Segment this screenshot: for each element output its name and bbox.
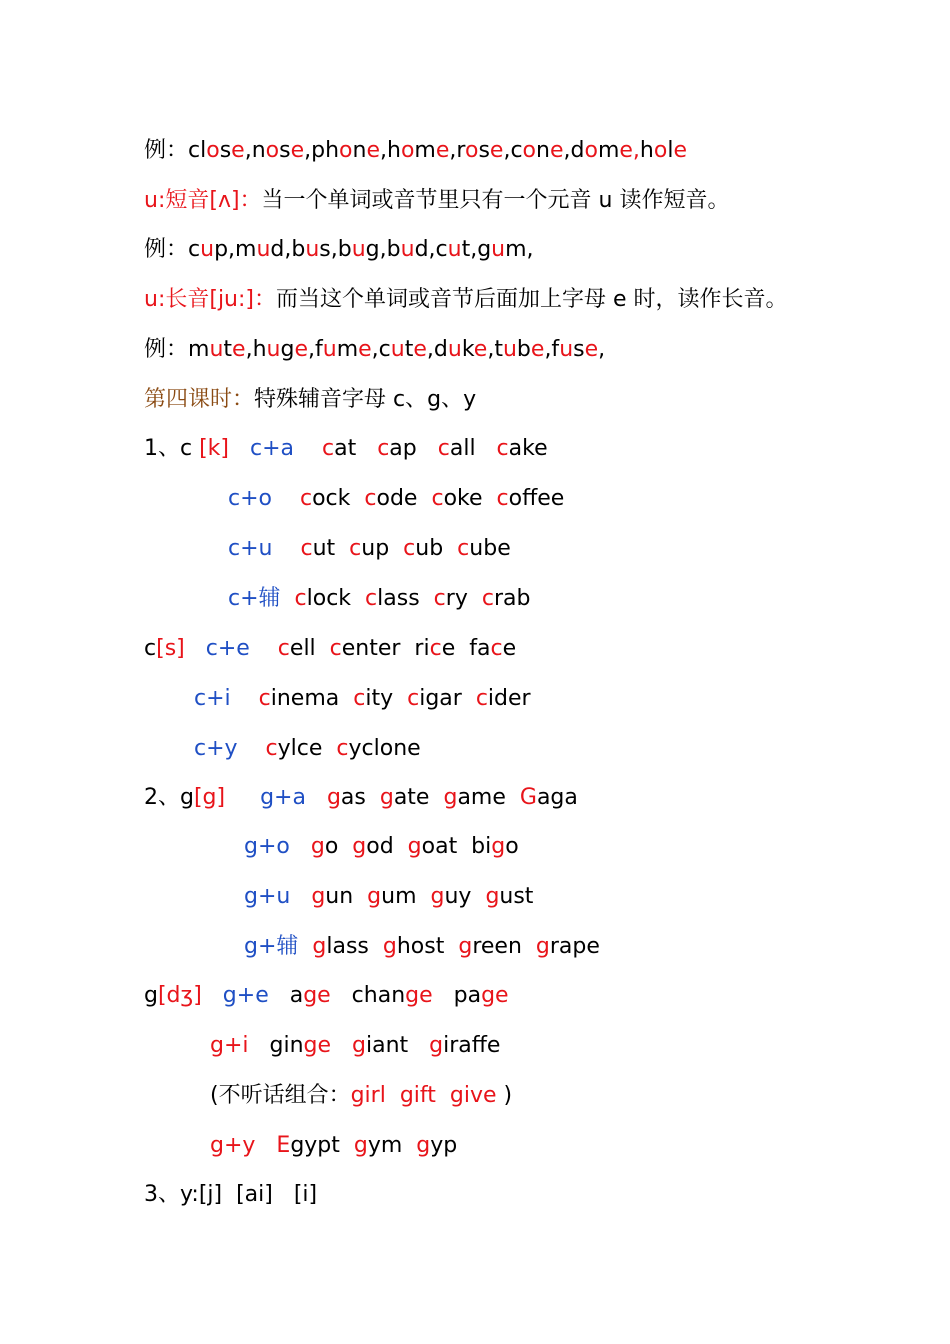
- text-run: g: [535, 934, 550, 959]
- text-run: chan: [330, 983, 406, 1008]
- text-run: b: [516, 337, 531, 362]
- text-run: o: [505, 834, 519, 859]
- text-run: ge: [303, 1033, 332, 1058]
- text-run: c: [496, 436, 509, 461]
- text-run: u:短音[ʌ]：: [144, 188, 262, 213]
- text-line-u-short-example: [144, 235, 534, 265]
- text-line-c-s-ce: [144, 634, 516, 664]
- text-run: um: [381, 884, 431, 909]
- text-run: c+y: [194, 736, 238, 761]
- text-run: c: [144, 636, 157, 661]
- text-run: (不听话组合：: [210, 1083, 351, 1108]
- text-run: u: [200, 237, 215, 262]
- text-run: c+a: [249, 436, 294, 461]
- text-run: ut: [312, 536, 350, 561]
- text-run: gypt: [290, 1133, 354, 1158]
- text-run: [306, 785, 327, 810]
- text-run: o: [339, 138, 353, 163]
- text-run: ,t: [487, 337, 503, 362]
- text-run: g+i: [210, 1033, 249, 1058]
- text-run: u: [305, 237, 320, 262]
- text-run: c: [377, 436, 390, 461]
- text-run: m: [336, 337, 359, 362]
- text-line-c-k-cu: [228, 534, 511, 564]
- text-run: o: [265, 138, 280, 163]
- text-run: t: [404, 337, 414, 362]
- text-line-g-dz-gi: [210, 1031, 500, 1061]
- text-run: g: [429, 1033, 444, 1058]
- text-line-c-k-cons: [228, 584, 530, 614]
- text-run: ry: [445, 586, 482, 611]
- text-run: c: [321, 436, 335, 461]
- text-run: s: [478, 138, 490, 163]
- text-run: g: [379, 785, 394, 810]
- text-run: lass: [326, 934, 383, 959]
- text-run: 3、y:[j] [ai] [i]: [144, 1182, 318, 1207]
- text-run: [238, 736, 266, 761]
- text-run: c: [300, 536, 313, 561]
- text-run: g+e: [222, 983, 269, 1008]
- text-run: rape: [549, 934, 600, 959]
- text-run: g: [430, 884, 445, 909]
- text-run: e: [549, 138, 564, 163]
- text-run: c: [364, 486, 377, 511]
- text-run: g: [311, 884, 326, 909]
- text-run: ub: [415, 536, 458, 561]
- text-run: o: [522, 138, 537, 163]
- text-run: e: [232, 337, 246, 362]
- text-run: m: [414, 138, 436, 163]
- text-line-g-g-go: [244, 832, 519, 862]
- text-run: at: [334, 436, 378, 461]
- text-run: ,f: [307, 337, 323, 362]
- text-run: [294, 436, 322, 461]
- text-line-g-g-cons: [244, 932, 600, 962]
- text-run: ,r: [449, 138, 465, 163]
- text-run: pa: [432, 983, 482, 1008]
- text-run: g: [144, 983, 158, 1008]
- text-run: g+a: [260, 785, 306, 810]
- text-run: ode: [376, 486, 432, 511]
- text-run: g+o: [244, 834, 290, 859]
- text-run: e fa: [441, 636, 491, 661]
- text-run: [272, 486, 300, 511]
- text-run: 第四课时：: [144, 387, 255, 412]
- text-run: od: [366, 834, 408, 859]
- text-run: oat bi: [421, 834, 492, 859]
- text-line-lesson-four-heading: [144, 385, 476, 415]
- text-run: E: [276, 1133, 291, 1158]
- text-run: s,b: [319, 237, 352, 262]
- text-run: o: [206, 138, 220, 163]
- text-run: g: [352, 1033, 366, 1058]
- text-run: u: [266, 337, 281, 362]
- text-run: ,f: [544, 337, 560, 362]
- text-run: g: [491, 834, 506, 859]
- text-run: c: [329, 636, 342, 661]
- text-run: un: [325, 884, 368, 909]
- text-line-g-dz-ge: [144, 981, 509, 1011]
- text-run: k: [461, 337, 474, 362]
- text-run: ): [496, 1083, 513, 1108]
- text-line-u-long-example: [144, 335, 605, 365]
- text-run: u: [447, 237, 462, 262]
- text-run: l: [667, 138, 674, 163]
- text-run: iraffe: [443, 1033, 501, 1058]
- text-run: ider: [487, 686, 531, 711]
- text-run: ity: [365, 686, 408, 711]
- text-run: g: [310, 834, 325, 859]
- text-line-g-exceptions: [210, 1081, 512, 1111]
- text-line-c-s-cy: [194, 734, 421, 764]
- text-run: u: [559, 337, 574, 362]
- text-run: ylce: [277, 736, 337, 761]
- text-run: igar: [419, 686, 476, 711]
- text-run: gin: [248, 1033, 304, 1058]
- text-run: ock: [312, 486, 365, 511]
- text-run: [g]: [193, 785, 226, 810]
- text-run: [281, 586, 295, 611]
- text-line-u-long-rule: [144, 285, 788, 315]
- text-run: yp: [430, 1133, 458, 1158]
- text-run: ,d: [426, 337, 448, 362]
- text-run: g+u: [244, 884, 291, 909]
- text-run: o: [584, 138, 598, 163]
- text-run: g+y: [210, 1133, 256, 1158]
- text-run: 例：m: [144, 337, 210, 362]
- text-run: uy: [444, 884, 486, 909]
- text-run: ame: [457, 785, 520, 810]
- text-run: [229, 436, 250, 461]
- text-run: ,h: [380, 138, 401, 163]
- text-run: ,n: [244, 138, 266, 163]
- text-run: ge: [481, 983, 509, 1008]
- text-run: [290, 884, 311, 909]
- text-run: e: [366, 138, 381, 163]
- text-run: ap: [389, 436, 438, 461]
- text-run: e: [435, 138, 450, 163]
- text-run: c: [403, 536, 416, 561]
- text-run: offee: [508, 486, 565, 511]
- text-run: c: [294, 586, 307, 611]
- text-run: 1、c: [144, 436, 200, 461]
- text-run: reen: [472, 934, 536, 959]
- text-run: e: [413, 337, 427, 362]
- text-run: s: [573, 337, 585, 362]
- text-run: c: [433, 586, 446, 611]
- text-run: u: [502, 337, 517, 362]
- text-run: enter ri: [341, 636, 430, 661]
- text-run: all: [449, 436, 497, 461]
- text-run: ,h: [245, 337, 267, 362]
- text-run: t: [223, 337, 233, 362]
- text-run: c: [437, 436, 450, 461]
- text-run: e: [473, 337, 488, 362]
- text-run: g: [382, 934, 397, 959]
- text-line-c-s-ci: [194, 684, 531, 714]
- text-run: 而当这个单词或音节后面加上字母 e 时，读作长音。: [276, 287, 788, 312]
- text-run: g: [367, 884, 382, 909]
- text-run: e: [502, 636, 517, 661]
- text-line-g-g-ga: [144, 783, 578, 813]
- text-run: c: [365, 586, 378, 611]
- text-run: p,m: [214, 237, 257, 262]
- text-run: [185, 636, 206, 661]
- text-run: [231, 686, 259, 711]
- text-run: m,: [505, 237, 534, 262]
- text-run: [k]: [199, 436, 229, 461]
- text-run: d,b: [270, 237, 306, 262]
- text-run: d,c: [414, 237, 448, 262]
- text-run: g,b: [365, 237, 401, 262]
- text-run: ate: [393, 785, 444, 810]
- text-run: ge: [405, 983, 433, 1008]
- text-run: s: [219, 138, 232, 163]
- text-run: ,: [598, 337, 606, 362]
- text-run: e: [294, 337, 308, 362]
- text-run: g: [353, 1133, 368, 1158]
- text-run: g: [280, 337, 295, 362]
- text-run: ube: [469, 536, 511, 561]
- text-run: c: [407, 686, 420, 711]
- text-run: G: [519, 785, 537, 810]
- text-run: n: [352, 138, 367, 163]
- text-run: c: [475, 686, 488, 711]
- text-run: host: [396, 934, 459, 959]
- text-run: oke: [443, 486, 497, 511]
- text-run: c+u: [228, 536, 273, 561]
- text-run: u: [390, 337, 405, 362]
- text-run: yclone: [348, 736, 421, 761]
- text-run: 特殊辅音字母 c、g、y: [254, 387, 477, 412]
- text-run: ust: [499, 884, 534, 909]
- text-run: u: [209, 337, 224, 362]
- text-run: as: [340, 785, 380, 810]
- text-run: [331, 1033, 352, 1058]
- text-run: c: [429, 636, 442, 661]
- text-run: lass: [377, 586, 434, 611]
- text-run: c: [336, 736, 349, 761]
- text-run: e: [358, 337, 372, 362]
- text-run: u: [322, 337, 337, 362]
- text-run: o: [464, 138, 479, 163]
- text-run: g: [485, 884, 500, 909]
- text-run: o: [400, 138, 415, 163]
- text-run: g+辅: [244, 934, 299, 959]
- text-line-u-short-rule: [144, 186, 729, 216]
- text-run: ym: [367, 1133, 417, 1158]
- text-run: g: [326, 785, 341, 810]
- text-run: aga: [536, 785, 578, 810]
- text-run: inema: [270, 686, 354, 711]
- text-run: g: [312, 934, 327, 959]
- text-line-c-k-co: [228, 484, 564, 514]
- text-run: u: [447, 337, 462, 362]
- text-run: [250, 636, 278, 661]
- text-run: [s]: [156, 636, 185, 661]
- text-run: c+辅: [228, 586, 281, 611]
- text-run: c: [265, 736, 278, 761]
- text-line-y-sounds: [144, 1180, 317, 1210]
- text-line-o-long-example: [144, 136, 687, 166]
- text-run: u: [491, 237, 506, 262]
- text-run: [dʒ]: [157, 983, 202, 1008]
- text-run: c: [258, 686, 271, 711]
- text-run: c: [490, 636, 503, 661]
- text-run: t,g: [461, 237, 492, 262]
- text-run: [290, 834, 311, 859]
- text-line-c-k-ca: [144, 434, 548, 464]
- text-run: o: [653, 138, 668, 163]
- text-run: c: [349, 536, 362, 561]
- text-run: u: [256, 237, 271, 262]
- text-run: c: [457, 536, 470, 561]
- text-run: g: [407, 834, 422, 859]
- text-run: [225, 785, 260, 810]
- text-run: e: [584, 337, 599, 362]
- text-run: g: [352, 834, 367, 859]
- text-run: ,c: [503, 138, 523, 163]
- text-run: a: [268, 983, 304, 1008]
- text-run: c: [431, 486, 444, 511]
- text-run: ,c: [371, 337, 391, 362]
- text-run: rab: [493, 586, 531, 611]
- text-run: g: [443, 785, 458, 810]
- text-run: ell: [289, 636, 330, 661]
- text-run: e: [290, 138, 305, 163]
- text-run: s: [279, 138, 291, 163]
- text-run: ge: [303, 983, 331, 1008]
- text-run: ,d: [563, 138, 585, 163]
- text-run: lock: [306, 586, 366, 611]
- text-run: c: [496, 486, 509, 511]
- text-run: c: [353, 686, 366, 711]
- text-run: g: [416, 1133, 431, 1158]
- text-run: h: [639, 138, 654, 163]
- text-run: ,ph: [304, 138, 340, 163]
- text-run: c: [481, 586, 494, 611]
- text-run: g: [458, 934, 473, 959]
- text-run: ake: [508, 436, 548, 461]
- text-run: 当一个单词或音节里只有一个元音 u 读作短音。: [261, 188, 730, 213]
- text-run: n: [536, 138, 550, 163]
- text-run: [298, 934, 312, 959]
- text-run: c: [277, 636, 290, 661]
- text-run: e: [231, 138, 245, 163]
- text-run: o: [324, 834, 353, 859]
- text-run: iant: [365, 1033, 430, 1058]
- text-run: girl gift give: [350, 1083, 497, 1108]
- text-run: e: [530, 337, 545, 362]
- text-run: m: [597, 138, 620, 163]
- text-run: 2、g: [144, 785, 194, 810]
- text-run: u: [400, 237, 415, 262]
- text-run: e: [489, 138, 504, 163]
- text-run: e: [673, 138, 688, 163]
- text-run: c: [299, 486, 313, 511]
- text-run: up: [361, 536, 404, 561]
- text-run: 例：c: [144, 237, 201, 262]
- text-run: cl: [188, 138, 207, 163]
- text-run: c+i: [194, 686, 231, 711]
- text-run: 例：: [144, 138, 189, 163]
- text-run: c+e: [205, 636, 250, 661]
- text-run: [255, 1133, 276, 1158]
- text-run: u:长音[ju:]：: [144, 287, 276, 312]
- text-run: c+o: [228, 486, 272, 511]
- text-run: u: [351, 237, 366, 262]
- text-run: [272, 536, 300, 561]
- text-line-g-g-gu: [244, 882, 533, 912]
- text-run: e,: [619, 138, 640, 163]
- text-run: [202, 983, 223, 1008]
- text-line-g-dz-gy: [210, 1131, 457, 1161]
